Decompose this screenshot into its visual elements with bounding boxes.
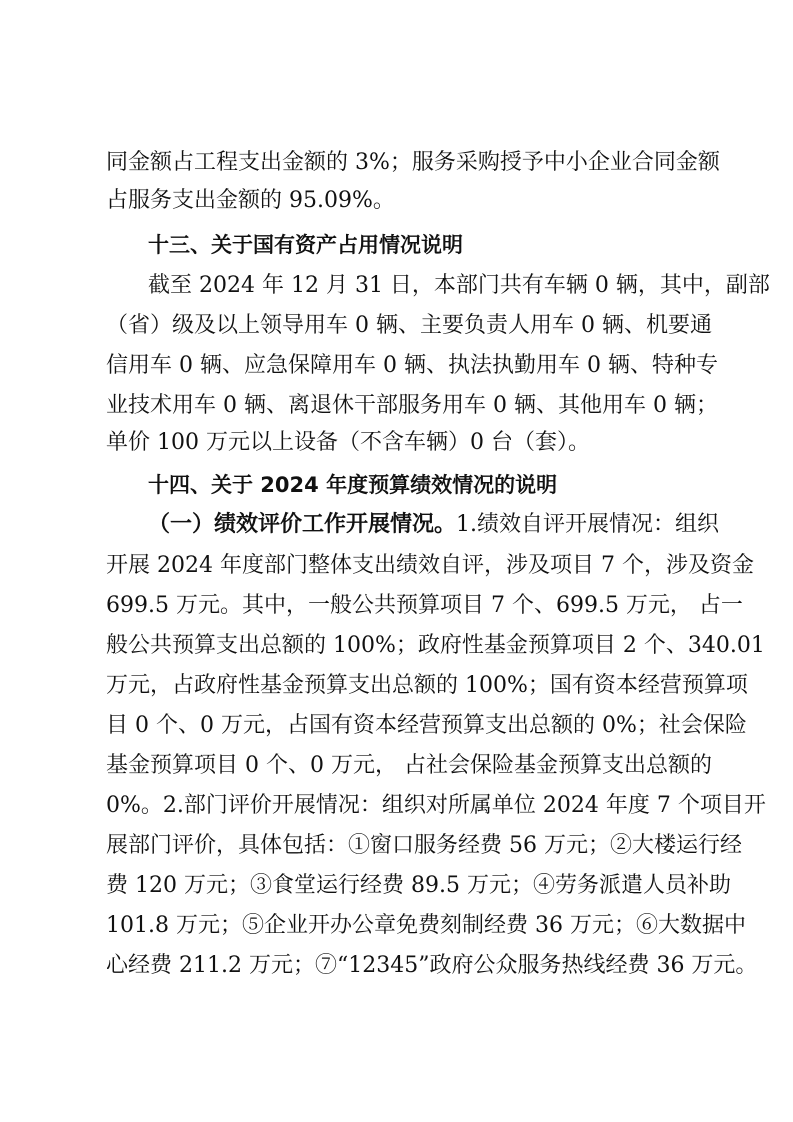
paragraph-line: 单价 100 万元以上设备（不含车辆）0 台（套）。 (106, 430, 590, 455)
paragraph-line: 0%。2.部门评价开展情况：组织对所属单位 2024 年度 7 个项目开 (106, 793, 766, 818)
paragraph-text: 1.绩效自评开展情况：组织 (456, 512, 720, 537)
paragraph-line: 占服务支出金额的 95.09%。 (106, 188, 395, 213)
paragraph-line: 目 0 个、0 万元，占国有资本经营预算支出总额的 0%；社会保险 (106, 713, 747, 738)
paragraph-line: 费 120 万元；③食堂运行经费 89.5 万元；④劳务派遣人员补助 (106, 873, 731, 898)
paragraph-line: （省）级及以上领导用车 0 辆、主要负责人用车 0 辆、机要通 (106, 313, 712, 338)
paragraph-line: 信用车 0 辆、应急保障用车 0 辆、执法执勤用车 0 辆、特种专 (106, 353, 718, 378)
paragraph-line: 展部门评价，具体包括：①窗口服务经费 56 万元；②大楼运行经 (106, 833, 742, 858)
paragraph-line: 心经费 211.2 万元；⑦“12345”政府公众服务热线经费 36 万元。 (106, 953, 758, 978)
paragraph-line: 开展 2024 年度部门整体支出绩效自评，涉及项目 7 个，涉及资金 (106, 553, 754, 578)
paragraph-line: 万元，占政府性基金预算支出总额的 100%；国有资本经营预算项 (106, 673, 748, 698)
paragraph-line (148, 510, 720, 540)
subsection-heading: （一）绩效评价工作开展情况。 (148, 512, 457, 537)
paragraph-line: 基金预算项目 0 个、0 万元， 占社会保险基金预算支出总额的 (106, 753, 712, 778)
section-heading-13: 十三、关于国有资产占用情况说明 (148, 233, 463, 257)
paragraph-line: 101.8 万元；⑤企业开办公章免费刻制经费 36 万元；⑥大数据中 (106, 913, 746, 938)
paragraph-line: 同金额占工程支出金额的 3%；服务采购授予中小企业合同金额 (106, 150, 720, 175)
paragraph-line: 699.5 万元。其中，一般公共预算项目 7 个、699.5 万元， 占一 (106, 593, 743, 618)
section-heading-14: 十四、关于 2024 年度预算绩效情况的说明 (148, 473, 558, 497)
paragraph-line: 般公共预算支出总额的 100%；政府性基金预算项目 2 个、340.01 (106, 633, 765, 658)
paragraph-line: 业技术用车 0 辆、离退休干部服务用车 0 辆、其他用车 0 辆； (106, 393, 718, 418)
paragraph-line: 截至 2024 年 12 月 31 日，本部门共有车辆 0 辆，其中，副部 (148, 273, 770, 298)
